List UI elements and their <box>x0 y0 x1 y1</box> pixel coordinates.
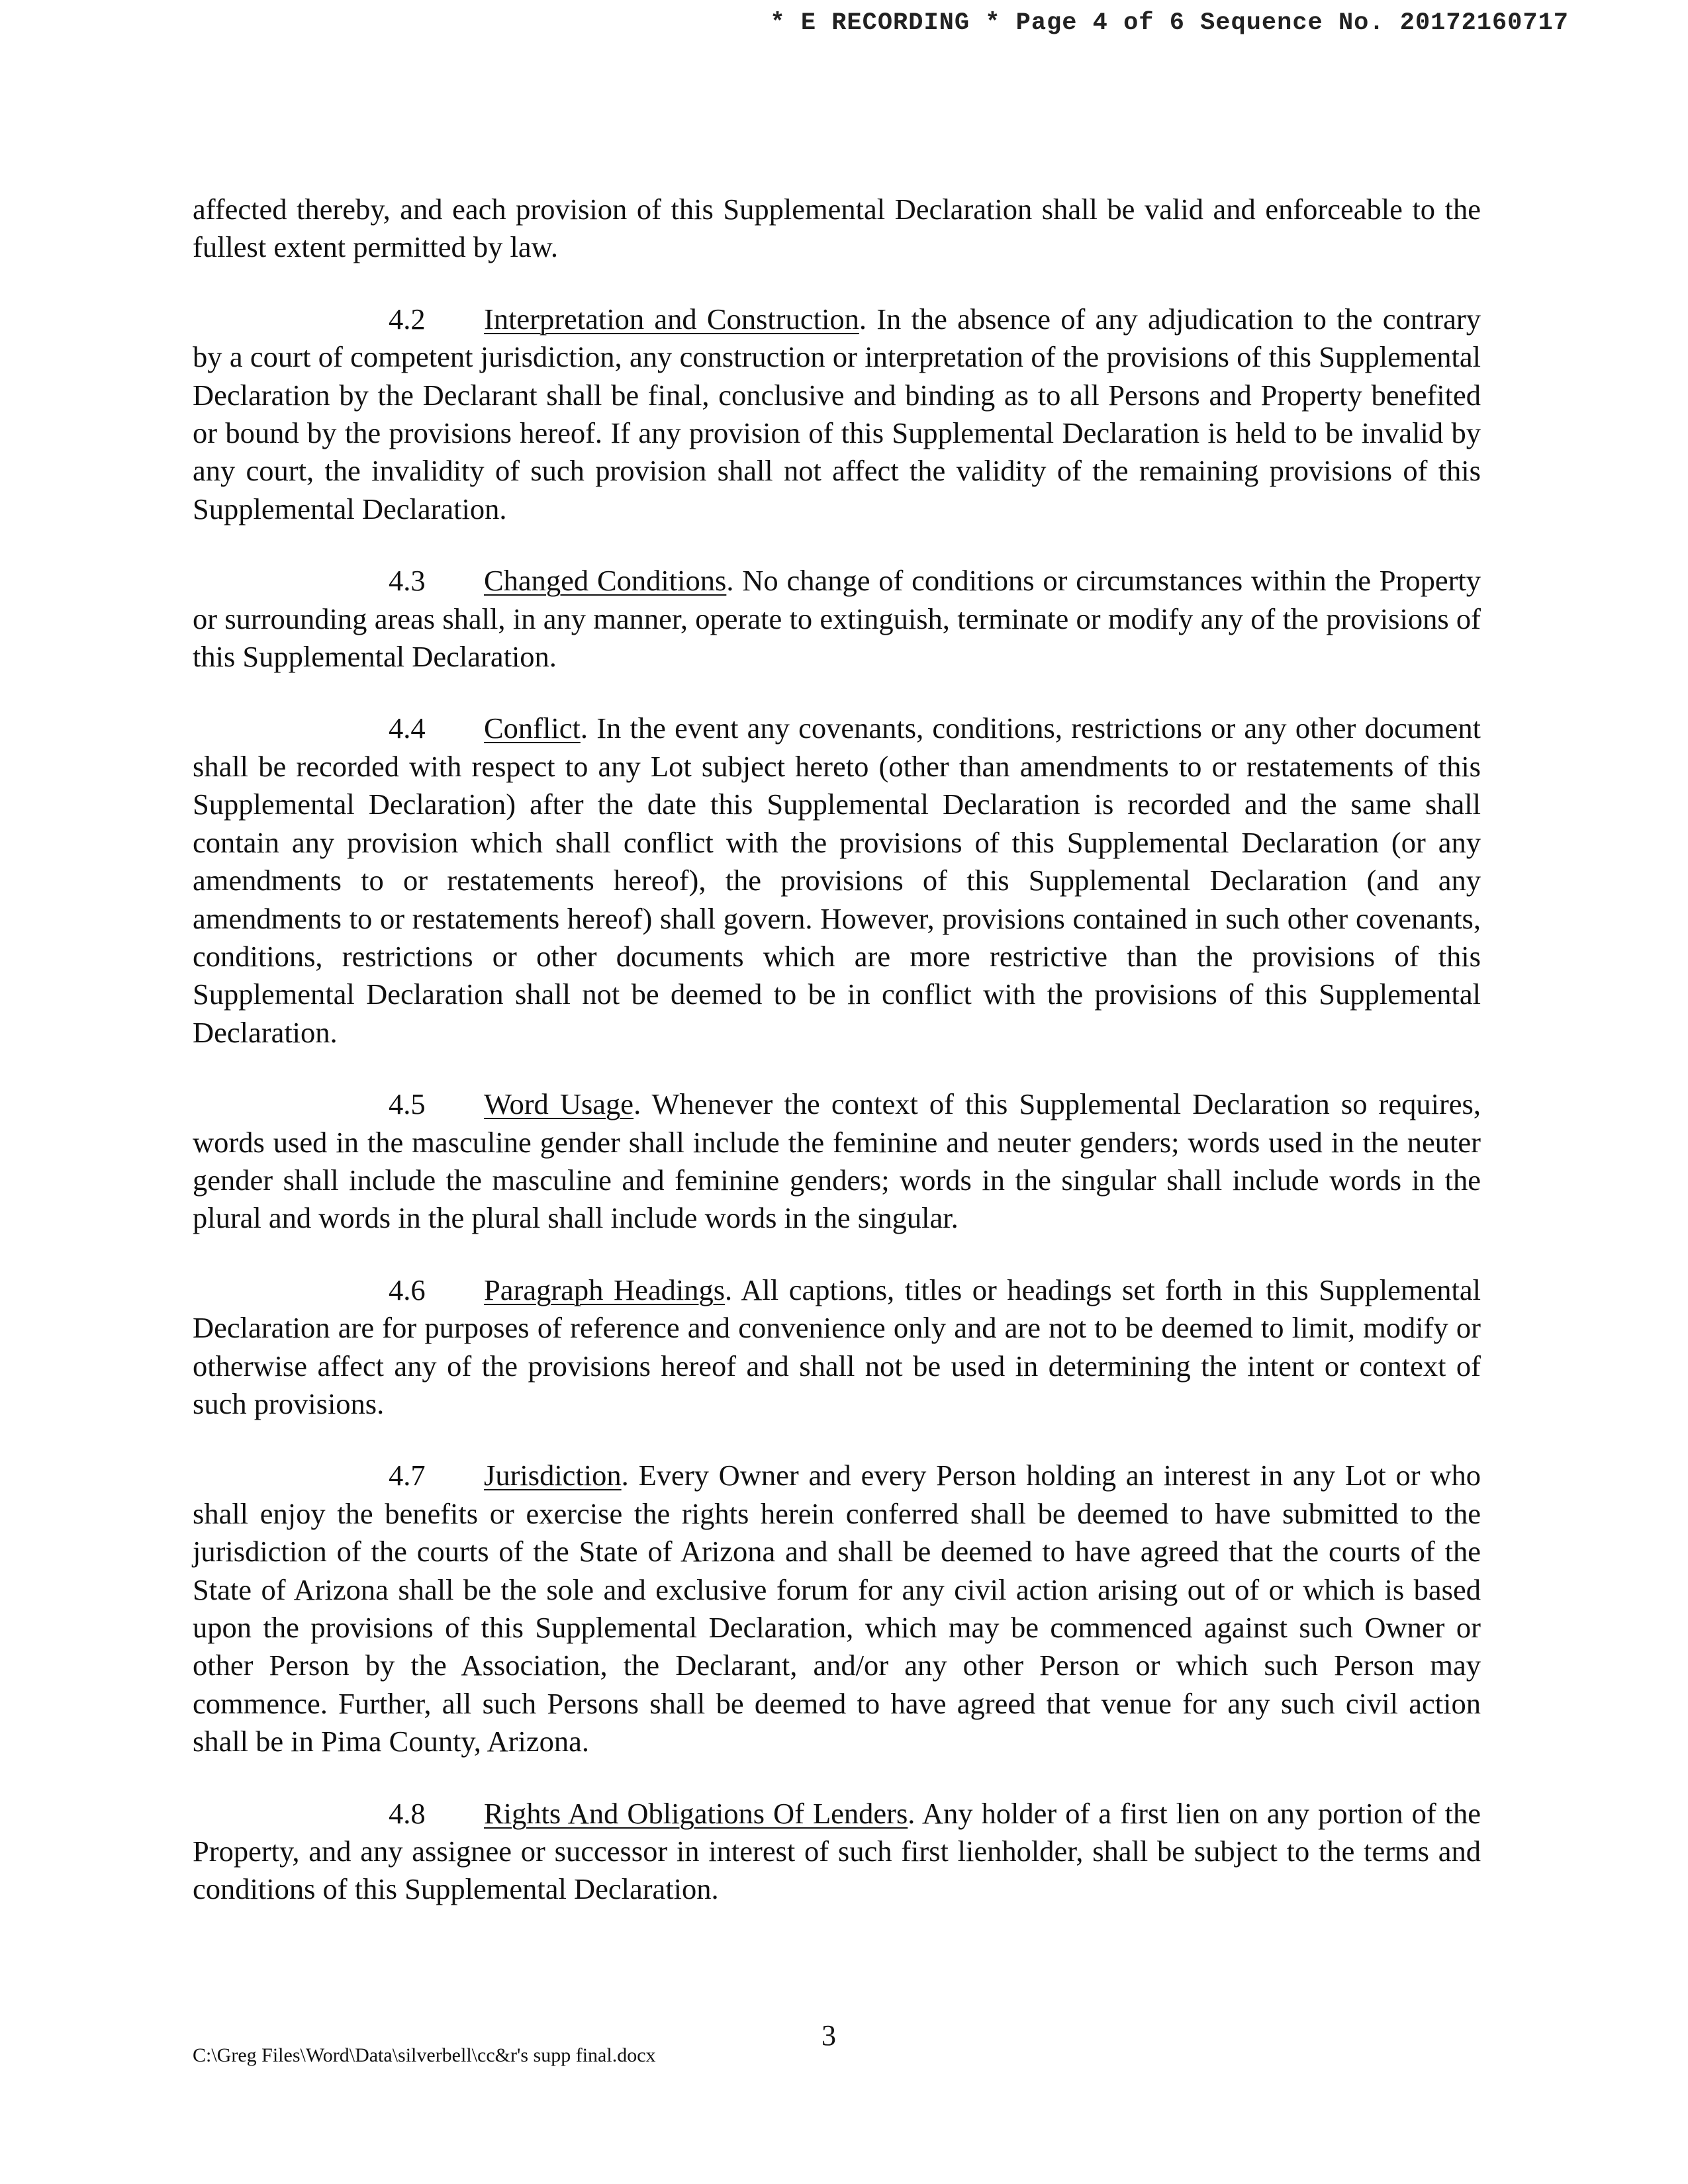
section-heading: Conflict <box>484 711 581 745</box>
section-heading: Changed Conditions <box>484 564 727 598</box>
section-4-5: 4.5 Word Usage. Whenever the context of this Supplemental Declaration so requires, words used in the masculine gender shall include the feminine and neuter genders; words used in the neuter gender shall include the masculine and feminine genders; words in the singular shall include words in the plural and words in the plural shall include words in the singular. <box>193 1085 1481 1238</box>
section-text: In the event any covenants, conditions, restrictions or any other document shall be recorded with respect to any Lot subject hereto (other than amendments to or restatements of this Supplemental Declaration) after the date this Supplemental Declaration is recorded and the same shall contain any provision which shall conflict with the provisions of this Supplemental Declaration (or any amendments to or restatements hereof), the provisions of this Supplemental Declaration (and any amendments to or restatements hereof) shall govern. However, provisions contained in such other covenants, conditions, restrictions or other documents which are more restrictive than the provisions of this Supplemental Declaration shall not be deemed to be in conflict with the provisions of this Supplemental Declaration. <box>193 711 1481 1049</box>
section-4-3: 4.3 Changed Conditions. No change of conditions or circumstances within the Property or surrounding areas shall, in any manner, operate to extinguish, terminate or modify any of the provisions of this Supplemental Declaration. <box>193 562 1481 676</box>
section-text: No change of conditions or circumstances within the Property or surrounding areas shall, in any manner, operate to extinguish, terminate or modify any of the provisions of this Supplemental Declaration. <box>193 564 1481 674</box>
section-heading: Rights And Obligations Of Lenders <box>484 1796 908 1830</box>
section-number: 4.7 <box>389 1459 426 1492</box>
section-text: In the absence of any adjudication to the contrary by a court of competent jurisdiction, any construction or interpretation of the provisions of this Supplemental Declaration by the Declarant shall be final, conclusive and binding as to all Persons and Property benefited or bound by the provisions hereof. If any provision of this Supplemental Declaration is held to be invalid by any court, the invalidity of such provision shall not affect the validity of the remaining provisions of this Supplemental Declaration. <box>193 302 1481 525</box>
section-4-4: 4.4 Conflict. In the event any covenants, conditions, restrictions or any other document shall be recorded with respect to any Lot subject hereto (other than amendments to or restatements of this Supplemental Declaration) after the date this Supplemental Declaration is recorded and the same shall contain any provision which shall conflict with the provisions of this Supplemental Declaration (or any amendments to or restatements hereof), the provisions of this Supplemental Declaration (and any amendments to or restatements hereof) shall govern. However, provisions contained in such other covenants, conditions, restrictions or other documents which are more restrictive than the provisions of this Supplemental Declaration shall not be deemed to be in conflict with the provisions of this Supplemental Declaration. <box>193 709 1481 1052</box>
section-4-2: 4.2 Interpretation and Construction. In the absence of any adjudication to the contrary by a court of competent jurisdiction, any construction or interpretation of the provisions of this Supplemental Declaration by the Declarant shall be final, conclusive and binding as to all Persons and Property benefited or bound by the provisions hereof. If any provision of this Supplemental Declaration is held to be invalid by any court, the invalidity of such provision shall not affect the validity of the remaining provisions of this Supplemental Declaration. <box>193 300 1481 528</box>
section-text: All captions, titles or headings set forth in this Supplemental Declaration are for purposes of reference and convenience only and are not to be deemed to limit, modify or otherwise affect any of the provisions hereof and shall not be used in determining the intent or context of such provisions. <box>193 1273 1481 1420</box>
section-heading: Interpretation and Construction <box>484 302 859 336</box>
section-text: Any holder of a first lien on any portion of the Property, and any assignee or successor in interest of such first lienholder, shall be subject to the terms and conditions of this Supplemental Declaration. <box>193 1796 1481 1906</box>
section-number: 4.6 <box>389 1273 426 1306</box>
section-number: 4.5 <box>389 1087 426 1121</box>
page-number: 3 <box>821 2019 836 2052</box>
section-4-6: 4.6 Paragraph Headings. All captions, titles or headings set forth in this Supplemental Declaration are for purposes of reference and convenience only and are not to be deemed to limit, modify or otherwise affect any of the provisions hereof and shall not be used in determining the intent or context of such provisions. <box>193 1271 1481 1424</box>
continued-paragraph: affected thereby, and each provision of this Supplemental Declaration shall be valid and enforceable to the fullest extent permitted by law. <box>193 193 1481 264</box>
footer-file-path: C:\Greg Files\Word\Data\silverbell\cc&r's supp final.docx <box>193 2044 656 2066</box>
section-heading: Paragraph Headings <box>484 1273 726 1306</box>
section-heading: Word Usage <box>484 1087 634 1121</box>
section-number: 4.3 <box>389 564 426 598</box>
section-4-7: 4.7 Jurisdiction. Every Owner and every Person holding an interest in any Lot or who shall enjoy the benefits or exercise the rights herein conferred shall be deemed to have submitted to the jurisdiction of the courts of the State of Arizona and shall be deemed to have agreed that the courts of the State of Arizona shall be the sole and exclusive forum for any civil action arising out of or which is based upon the provisions of this Supplemental Declaration, which may be commenced against such Owner or other Person by the Association, the Declarant, and/or any other Person or which such Person may commence. Further, all such Persons shall be deemed to have agreed that venue for any such civil action shall be in Pima County, Arizona. <box>193 1457 1481 1760</box>
section-number: 4.8 <box>389 1796 426 1830</box>
section-text: Whenever the context of this Supplemental Declaration so requires, words used in the masculine gender shall include the feminine and neuter genders; words used in the neuter gender shall include the masculine and feminine genders; words in the singular shall include words in the plural and words in the plural shall include words in the singular. <box>193 1087 1481 1235</box>
document-body <box>193 191 1481 1942</box>
section-heading: Jurisdiction <box>484 1459 622 1492</box>
section-number: 4.2 <box>389 302 426 336</box>
section-text: Every Owner and every Person holding an interest in any Lot or who shall enjoy the benefits or exercise the rights herein conferred shall be deemed to have submitted to the jurisdiction of the courts of the State of Arizona and shall be deemed to have agreed that the courts of the State of Arizona shall be the sole and exclusive forum for any civil action arising out of or which is based upon the provisions of this Supplemental Declaration, which may be commenced against such Owner or other Person by the Association, the Declarant, and/or any other Person or which such Person may commence. Further, all such Persons shall be deemed to have agreed that venue for any such civil action shall be in Pima County, Arizona. <box>193 1459 1481 1758</box>
recording-stamp: * E RECORDING * Page 4 of 6 Sequence No. 20172160717 <box>770 9 1569 37</box>
section-4-8: 4.8 Rights And Obligations Of Lenders. Any holder of a first lien on any portion of the Property, and any assignee or successor in interest of such first lienholder, shall be subject to the terms and conditions of this Supplemental Declaration. <box>193 1795 1481 1909</box>
section-number: 4.4 <box>389 711 426 745</box>
